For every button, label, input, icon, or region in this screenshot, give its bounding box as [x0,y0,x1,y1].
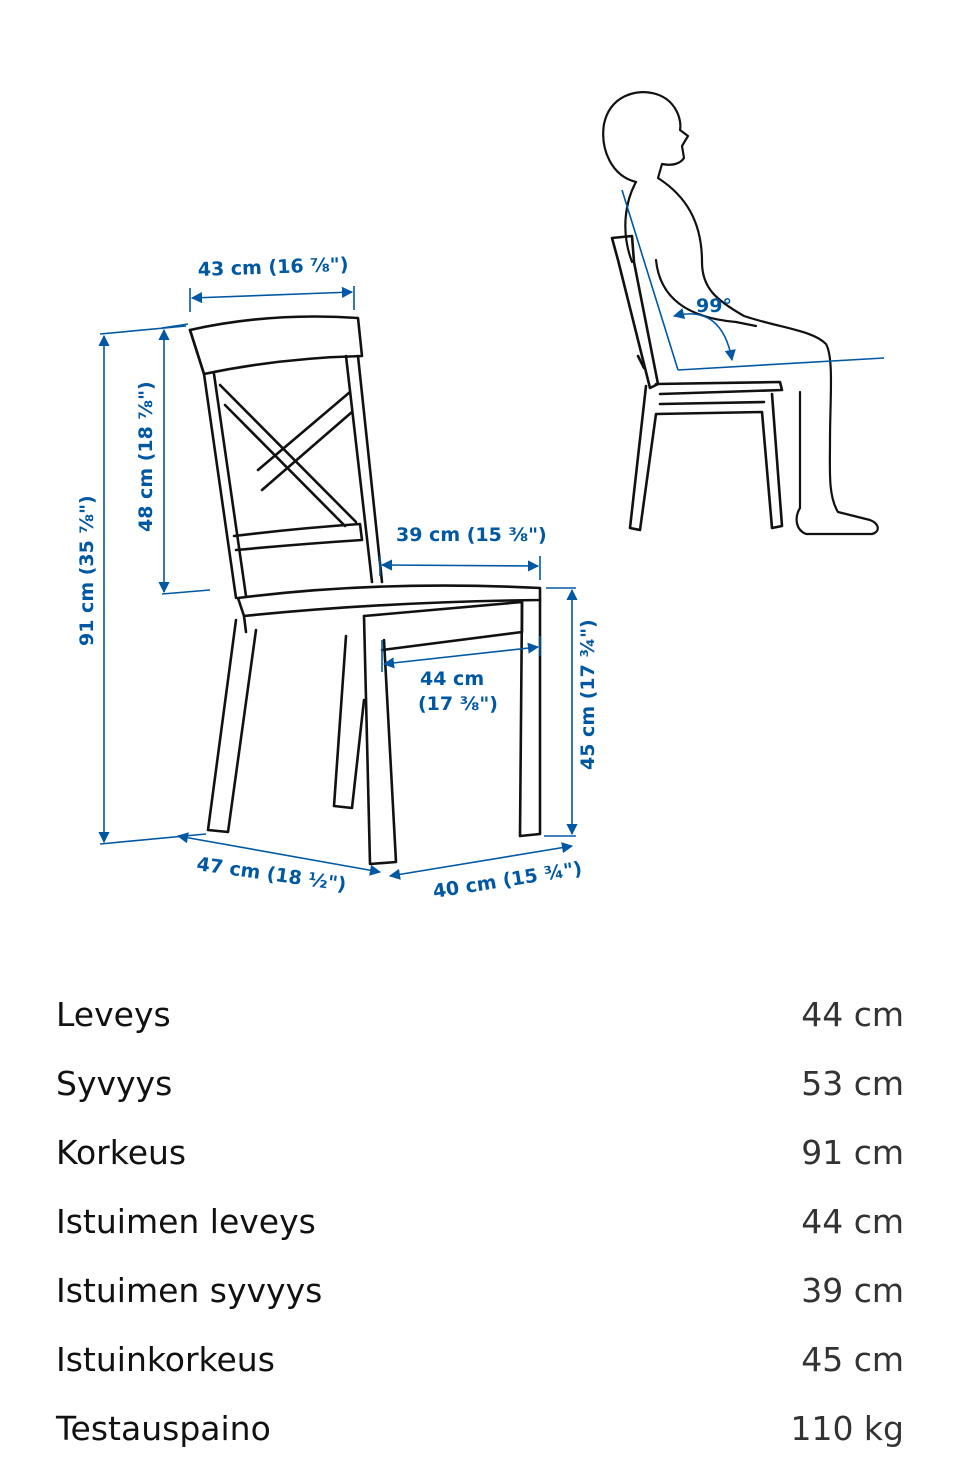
spec-label: Istuimen leveys [56,1202,316,1241]
chair-drawing [190,317,540,865]
spec-value: 45 cm [801,1340,904,1379]
spec-row-seat-depth [56,1256,904,1325]
spec-value: 44 cm [801,995,904,1034]
spec-label: Istuimen syvyys [56,1271,323,1310]
dim-seat-width-inches: (17 ⅜") [418,693,498,715]
dim-backrest-width: 43 cm (16 ⅞") [197,253,349,281]
spec-label: Testauspaino [56,1409,271,1448]
spec-value: 39 cm [801,1271,904,1310]
spec-row-depth [56,1049,904,1118]
dim-depth: 47 cm (18 ½") [195,853,348,896]
spec-list [56,980,904,1463]
dim-seat-width: 44 cm [420,668,485,690]
spec-label: Korkeus [56,1133,187,1172]
spec-row-test-weight [56,1394,904,1463]
spec-label: Istuinkorkeus [56,1340,275,1379]
dim-front-width: 40 cm (15 ¾") [431,857,584,903]
dim-total-height: 91 cm (35 ⅞") [76,495,98,646]
spec-value: 110 kg [790,1409,904,1448]
dim-recline-angle: 99° [696,295,732,317]
spec-row-width [56,980,904,1049]
spec-label: Leveys [56,995,171,1034]
seated-person-side-view [603,92,884,534]
dimension-lines [100,286,576,876]
dim-seat-depth: 39 cm (15 ⅜") [396,524,547,546]
spec-label: Syvyys [56,1064,173,1103]
spec-value: 44 cm [801,1202,904,1241]
spec-value: 53 cm [801,1064,904,1103]
spec-row-seat-height [56,1325,904,1394]
spec-value: 91 cm [801,1133,904,1172]
spec-row-height [56,1118,904,1187]
spec-row-seat-width [56,1187,904,1256]
dim-seat-height: 45 cm (17 ¾") [577,619,599,770]
dim-back-height: 48 cm (18 ⅞") [135,381,157,532]
